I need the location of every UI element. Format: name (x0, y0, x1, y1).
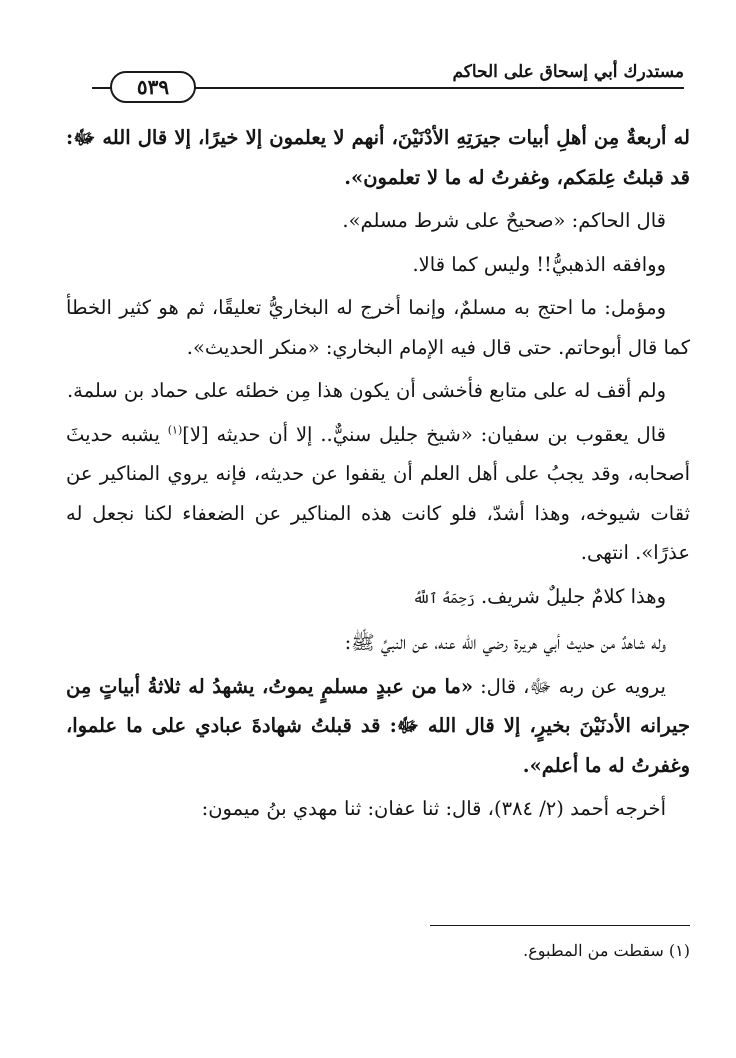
page-number: ٥٣٩ (110, 71, 196, 103)
main-text (66, 118, 690, 833)
paragraph-hadith-qudsi (66, 667, 690, 786)
paragraph-no-corroboration: ولم أقف له على متابع فأخشى أن يكون هذا مِن خطئه على حماد بن سلمة. (66, 379, 666, 402)
footnote-reference: (١) (167, 423, 183, 436)
page-header (92, 60, 684, 100)
yaqub-quote-start: قال يعقوب بن سفيان: «شيخ جليل سنيٌّ.. إلا أن حديثه [لا] (182, 422, 666, 446)
paragraph-comment (66, 577, 690, 620)
honorific-glyph: رَحِمَهُ ٱللَّهُ (412, 590, 475, 607)
paragraph-yaqub (66, 415, 690, 573)
hadith-intro: يرويه عن ربه ﷻ، قال: (473, 674, 666, 698)
paragraph-ahmad: أخرجه أحمد (٢/ ٣٨٤)، قال: ثنا عفان: ثنا مهدي بنُ ميمون: (201, 797, 666, 820)
hadith-text: «ما من عبدٍ مسلمٍ يموتُ، يشهدُ له ثلاثةُ أبياتٍ مِن جيرانه الأدنَيْنَ بخيرٍ، إلا قال الله ﷻ: قد قبلتُ شهادةَ عبادي على ما علموا، وغفرتُ له ما أعلم». (66, 674, 690, 777)
paragraph-witness: وله شاهدٌ من حديث أبي هريرة رضي الله عنه، عن النبيِّ ﷺ: (344, 631, 666, 654)
running-title: مستدرك أبي إسحاق على الحاكم (444, 60, 684, 84)
comment-text: وهذا كلامٌ جليلٌ شريف. (474, 584, 666, 608)
paragraph-dhahabi: ووافقه الذهبيُّ!! وليس كما قالا. (412, 252, 666, 276)
paragraph-hadith-continuation: له أربعةٌ مِن أهلِ أبيات جيرَتِهِ الأدْنَيْنَ، أنهم لا يعلمون إلا خيرًا، إلا قال الله ﷻ: قد قبلتُ عِلمَكم، وغفرتُ له ما لا تعلمون». (66, 126, 690, 189)
footnote-rule (430, 925, 690, 926)
footnote-1: (١) سقطت من المطبوع. (523, 941, 690, 960)
paragraph-hakim-verdict: قال الحاكم: «صحيحٌ على شرط مسلم». (342, 209, 666, 232)
yaqub-quote-rest: يشبه حديثَ أصحابه، وقد يجبُ على أهل العلم أن يقفوا عن حديثه، فإنه يروي المناكير عن ثقات شيوخه، وهذا أشدّ، فلو كانت هذه المناكير عن الضعفاء لكنا نجعل له عذرًا». انتهى. (66, 422, 690, 564)
paragraph-muammal: ومؤمل: ما احتج به مسلمٌ، وإنما أخرج له البخاريُّ تعليقًا، ثم هو كثير الخطأ كما قال أبوحاتم. حتى قال فيه الإمام البخاري: «منكر الحديث». (66, 296, 690, 359)
